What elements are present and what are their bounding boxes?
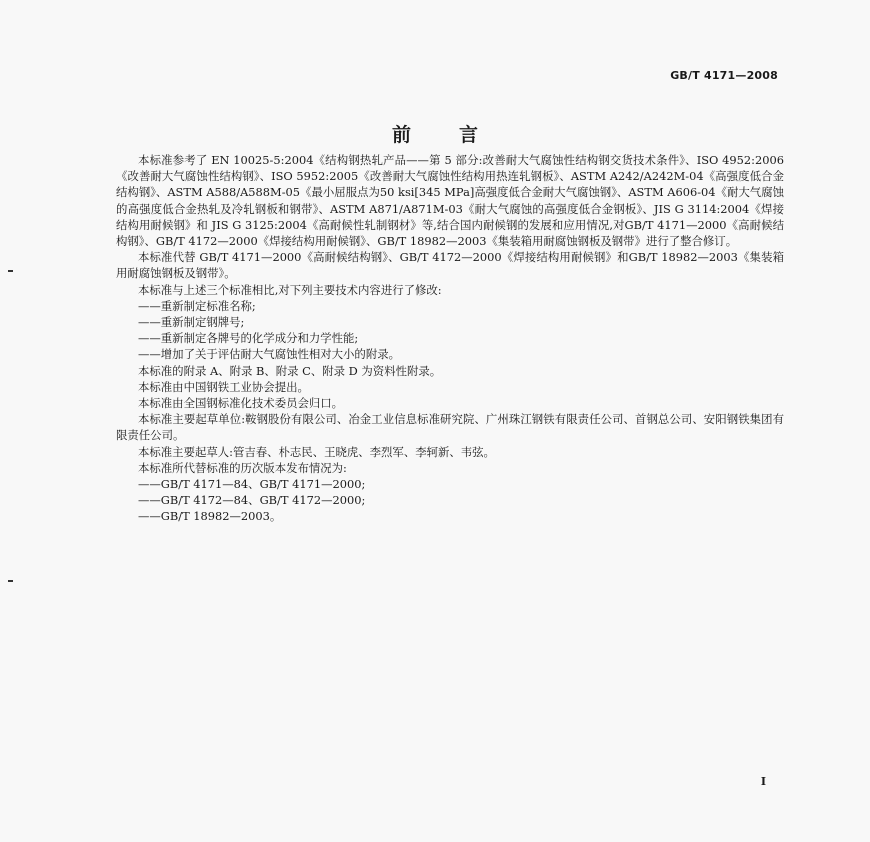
change-item: ——增加了关于评估耐大气腐蚀性相对大小的附录。	[138, 347, 400, 362]
change-item: ——重新制定钢牌号;	[138, 315, 245, 330]
standard-code: GB/T 4171—2008	[670, 69, 778, 82]
paragraph-history-intro: 本标准所代替标准的历次版本发布情况为:	[138, 460, 347, 475]
scan-mark	[8, 580, 13, 582]
paragraph-centralized-by: 本标准由全国钢标准化技术委员会归口。	[138, 396, 344, 411]
scan-mark	[8, 270, 13, 272]
paragraph-appendix: 本标准的附录 A、附录 B、附录 C、附录 D 为资料性附录。	[138, 363, 442, 378]
change-item: ——重新制定各牌号的化学成分和力学性能;	[138, 331, 359, 346]
history-item: ——GB/T 4172—84、GB/T 4172—2000;	[138, 493, 366, 508]
page-title: 前言	[391, 124, 526, 146]
history-item: ——GB/T 18982—2003。	[138, 509, 282, 524]
paragraph-drafting-units: 本标准主要起草单位:鞍钢股份有限公司、冶金工业信息标准研究院、广州珠江钢铁有限责任公司、首钢总公司、安阳钢铁集团有限责任公司。	[116, 412, 784, 443]
history-item: ——GB/T 4171—84、GB/T 4171—2000;	[138, 477, 366, 492]
paragraph-references: 本标准参考了 EN 10025-5:2004《结构钢热轧产品——第 5 部分:改善耐大气腐蚀性结构钢交货技术条件》、ISO 4952:2006《改善耐大气腐蚀性结构钢》、ISO 5952:2005《改善耐大气腐蚀性结构用热连轧钢板》、ASTM A242/A242M-04《高强度低合金结构钢》、ASTM A588/A588M-05《最小屈服点为50 ksi[345 MPa]高强度低合金耐大气腐蚀钢》、ASTM A606-04《耐大气腐蚀的高强度低合金热轧及冷轧钢板和钢带》、ASTM A871/A871M-03《耐大气腐蚀的高强度低合金钢板》、JIS G 3114:2004《焊接结构用耐候钢》和 JIS G 3125:2004《高耐候性轧制钢材》等,结合国内耐候钢的发展和应用情况,对GB/T 4171—2000《高耐候结构钢》、GB/T 4172—2000《焊接结构用耐候钢》、GB/T 18982—2003《集装箱用耐腐蚀钢板及钢带》进行了整合修订。	[116, 153, 784, 249]
paragraph-proposed-by: 本标准由中国钢铁工业协会提出。	[138, 379, 309, 394]
change-item: ——重新制定标准名称;	[138, 298, 256, 313]
document-body	[116, 152, 784, 525]
paragraph-drafters: 本标准主要起草人:管吉春、朴志民、王晓虎、李烈军、李轲新、韦弦。	[138, 444, 495, 459]
page-number: I	[760, 775, 766, 788]
paragraph-replaces: 本标准代替 GB/T 4171—2000《高耐候结构钢》、GB/T 4172—2000《焊接结构用耐候钢》和GB/T 18982—2003《集装箱用耐腐蚀钢板及钢带》。	[116, 250, 784, 281]
paragraph-changes-intro: 本标准与上述三个标准相比,对下列主要技术内容进行了修改:	[138, 282, 442, 297]
